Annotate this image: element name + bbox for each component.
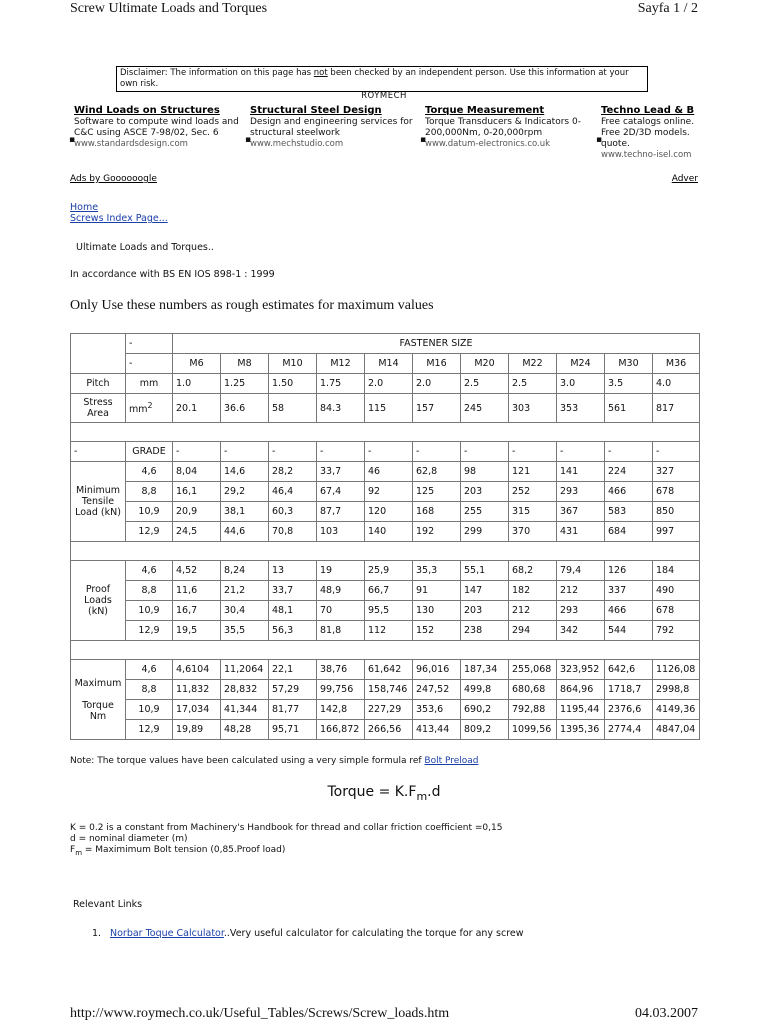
- pitch-value: 3.0: [557, 374, 605, 394]
- pitch-value: 1.0: [173, 374, 221, 394]
- proof-value: 11,6: [173, 581, 221, 601]
- torque-label-nm: Torque Nm: [82, 699, 114, 722]
- ads-by-link[interactable]: Ads by Goooooogle: [70, 174, 157, 184]
- torque-note: [70, 756, 479, 766]
- grade-cell: 4,6: [126, 561, 173, 581]
- spacer-row: [71, 423, 700, 442]
- torque-value: 792,88: [509, 700, 557, 720]
- size-header: M12: [317, 354, 365, 374]
- tensile-value: 87,7: [317, 502, 365, 522]
- stress-value: 84.3: [317, 394, 365, 423]
- stress-unit-sup: 2: [147, 400, 153, 410]
- size-header: M10: [269, 354, 317, 374]
- torque-value: 413,44: [413, 720, 461, 740]
- tensile-value: 28,2: [269, 462, 317, 482]
- proof-value: 342: [557, 621, 605, 641]
- spacer-cell: [71, 542, 700, 561]
- stress-value: 353: [557, 394, 605, 423]
- size-header: M8: [221, 354, 269, 374]
- k-definition: K = 0.2 is a constant from Machinery's Handbook for thread and collar friction coefficient =0,15: [70, 823, 503, 833]
- estimate-warning: Only Use these numbers as rough estimates for maximum values: [70, 298, 434, 313]
- proof-label: Proof Loads (kN): [71, 561, 126, 641]
- proof-value: 184: [653, 561, 700, 581]
- tensile-value: 20,9: [173, 502, 221, 522]
- grade-cell: 8,8: [126, 581, 173, 601]
- dash-cell: -: [509, 442, 557, 462]
- proof-value: 8,24: [221, 561, 269, 581]
- proof-value: 91: [413, 581, 461, 601]
- proof-value: 66,7: [365, 581, 413, 601]
- ad-block[interactable]: [245, 105, 422, 150]
- pitch-value: 2.0: [413, 374, 461, 394]
- tensile-value: 120: [365, 502, 413, 522]
- pitch-unit: mm: [126, 374, 173, 394]
- torque-value: 2774,4: [605, 720, 653, 740]
- torque-label-spacer: [74, 689, 122, 700]
- ad-block[interactable]: [596, 105, 711, 161]
- tensile-value: 315: [509, 502, 557, 522]
- tensile-value: 70,8: [269, 522, 317, 542]
- tensile-value: 203: [461, 482, 509, 502]
- size-header: M6: [173, 354, 221, 374]
- proof-value: 466: [605, 601, 653, 621]
- pitch-value: 2.5: [509, 374, 557, 394]
- fastener-size-header: FASTENER SIZE: [173, 334, 700, 354]
- relevant-link-item: [92, 928, 524, 939]
- stress-value: 58: [269, 394, 317, 423]
- proof-value: 35,5: [221, 621, 269, 641]
- proof-value: 16,7: [173, 601, 221, 621]
- ad-title[interactable]: Structural Steel Design: [250, 105, 382, 116]
- print-page-number: Sayfa 1 / 2: [637, 1, 698, 16]
- tensile-value: 997: [653, 522, 700, 542]
- ad-title[interactable]: Wind Loads on Structures: [74, 105, 220, 116]
- ad-url[interactable]: www.mechstudio.com: [250, 139, 344, 149]
- proof-value: 152: [413, 621, 461, 641]
- dash-cell: -: [71, 442, 126, 462]
- grade-cell: 12,9: [126, 720, 173, 740]
- tensile-value: 24,5: [173, 522, 221, 542]
- stress-value: 303: [509, 394, 557, 423]
- screws-index-link[interactable]: Screws Index Page...: [70, 213, 168, 224]
- size-header: M30: [605, 354, 653, 374]
- tensile-value: 8,04: [173, 462, 221, 482]
- dash-cell: -: [461, 442, 509, 462]
- proof-value: 212: [557, 581, 605, 601]
- tensile-value: 367: [557, 502, 605, 522]
- grade-cell: 12,9: [126, 522, 173, 542]
- proof-value: 33,7: [269, 581, 317, 601]
- tensile-value: 98: [461, 462, 509, 482]
- f-definition: [70, 845, 502, 859]
- stress-value: 245: [461, 394, 509, 423]
- torque-value: 2376,6: [605, 700, 653, 720]
- proof-value: 48,1: [269, 601, 317, 621]
- tensile-value: 299: [461, 522, 509, 542]
- proof-row: [71, 601, 700, 621]
- ad-url[interactable]: www.standardsdesign.com: [74, 139, 188, 149]
- ad-title[interactable]: Techno Lead & B: [601, 105, 695, 116]
- torque-value: 247,52: [413, 680, 461, 700]
- torque-value: 690,2: [461, 700, 509, 720]
- size-header: M16: [413, 354, 461, 374]
- ad-title[interactable]: Torque Measurement: [425, 105, 545, 116]
- proof-value: 147: [461, 581, 509, 601]
- proof-value: 55,1: [461, 561, 509, 581]
- stress-row: [71, 394, 700, 423]
- torque-value: 1195,44: [557, 700, 605, 720]
- stress-unit-text: mm: [129, 404, 148, 416]
- dash-cell: -: [653, 442, 700, 462]
- pitch-value: 1.75: [317, 374, 365, 394]
- size-header: M20: [461, 354, 509, 374]
- proof-value: 81,8: [317, 621, 365, 641]
- torque-value: 48,28: [221, 720, 269, 740]
- torque-value: 95,71: [269, 720, 317, 740]
- norbar-calculator-link[interactable]: Norbar Toque Calculator: [110, 928, 224, 939]
- tensile-value: 125: [413, 482, 461, 502]
- size-row: [71, 354, 700, 374]
- proof-value: 678: [653, 601, 700, 621]
- torque-value: 142,8: [317, 700, 365, 720]
- proof-value: 238: [461, 621, 509, 641]
- proof-section: [71, 561, 700, 641]
- dash-cell: -: [605, 442, 653, 462]
- spacer-row: [71, 641, 700, 660]
- torque-label-maximum: Maximum: [74, 677, 122, 689]
- dash-cell: -: [221, 442, 269, 462]
- torque-value: 227,29: [365, 700, 413, 720]
- proof-value: 126: [605, 561, 653, 581]
- size-header: M24: [557, 354, 605, 374]
- tensile-value: 168: [413, 502, 461, 522]
- proof-value: 79,4: [557, 561, 605, 581]
- item-number: 1.: [92, 928, 102, 939]
- proof-value: 212: [509, 601, 557, 621]
- ad-description: Torque Transducers & Indicators 0-200,000Nm, 0-20,000rpm: [425, 117, 581, 138]
- page-subtitle: Ultimate Loads and Torques..: [76, 242, 214, 253]
- proof-value: 70: [317, 601, 365, 621]
- torque-value: 41,344: [221, 700, 269, 720]
- torque-value: 17,034: [173, 700, 221, 720]
- torque-value: 96,016: [413, 660, 461, 680]
- tensile-value: 29,2: [221, 482, 269, 502]
- pitch-value: 2.0: [365, 374, 413, 394]
- torque-value: 2998,8: [653, 680, 700, 700]
- bullet-icon: ▪: [596, 135, 603, 145]
- tensile-value: 466: [605, 482, 653, 502]
- torque-row: [71, 700, 700, 720]
- tensile-value: 16,1: [173, 482, 221, 502]
- tensile-value: 121: [509, 462, 557, 482]
- proof-value: 56,3: [269, 621, 317, 641]
- proof-value: 35,3: [413, 561, 461, 581]
- tensile-row: [71, 522, 700, 542]
- size-header: M22: [509, 354, 557, 374]
- d-definition: d = nominal diameter (m): [70, 834, 188, 844]
- item-description: ..Very useful calculator for calculating the torque for any screw: [223, 928, 524, 939]
- ad-block[interactable]: [69, 105, 246, 150]
- tensile-value: 293: [557, 482, 605, 502]
- stress-value: 36.6: [221, 394, 269, 423]
- formula-sub: m: [416, 789, 428, 803]
- dash-cell: -: [557, 442, 605, 462]
- proof-value: 25,9: [365, 561, 413, 581]
- stress-area-label: Stress Area: [71, 394, 126, 423]
- proof-value: 203: [461, 601, 509, 621]
- stress-value: 115: [365, 394, 413, 423]
- disclaimer-text-end: been checked by an independent person. Use this information at your own risk.: [120, 68, 629, 89]
- tensile-value: 14,6: [221, 462, 269, 482]
- tensile-value: 140: [365, 522, 413, 542]
- tensile-value: 92: [365, 482, 413, 502]
- tensile-value: 60,3: [269, 502, 317, 522]
- print-header-title: Screw Ultimate Loads and Torques: [70, 1, 268, 16]
- torque-formula: [0, 784, 768, 803]
- torque-value: 19,89: [173, 720, 221, 740]
- tensile-value: 431: [557, 522, 605, 542]
- torque-value: 499,8: [461, 680, 509, 700]
- tensile-value: 255: [461, 502, 509, 522]
- proof-value: 21,2: [221, 581, 269, 601]
- pitch-value: 1.50: [269, 374, 317, 394]
- torque-value: 1126,08: [653, 660, 700, 680]
- torque-section: [71, 660, 700, 740]
- formula-main: Torque = K.F: [327, 784, 417, 800]
- torque-value: 864,96: [557, 680, 605, 700]
- size-header: M14: [365, 354, 413, 374]
- grade-cell: 10,9: [126, 601, 173, 621]
- corner-cell: [71, 334, 126, 374]
- stress-value: 561: [605, 394, 653, 423]
- dash-cell: -: [126, 334, 173, 354]
- grade-cell: 12,9: [126, 621, 173, 641]
- grade-cell: 8,8: [126, 680, 173, 700]
- torque-value: 353,6: [413, 700, 461, 720]
- grade-cell: 10,9: [126, 502, 173, 522]
- proof-value: 48,9: [317, 581, 365, 601]
- ad-description: Software to compute wind loads and C&C using ASCE 7-98/02, Sec. 6: [74, 117, 239, 138]
- bullet-icon: ▪: [245, 135, 252, 145]
- print-footer-url: http://www.roymech.co.uk/Useful_Tables/Screws/Screw_loads.htm: [70, 1006, 450, 1021]
- ad-strip: [70, 105, 700, 165]
- dash-cell: -: [269, 442, 317, 462]
- home-link[interactable]: Home: [70, 202, 99, 213]
- proof-value: 95,5: [365, 601, 413, 621]
- tensile-value: 103: [317, 522, 365, 542]
- torque-value: 166,872: [317, 720, 365, 740]
- torque-label: [71, 660, 126, 740]
- tensile-section: [71, 462, 700, 542]
- pitch-value: 2.5: [461, 374, 509, 394]
- pitch-value: 1.25: [221, 374, 269, 394]
- spacer-row: [71, 542, 700, 561]
- torque-value: 81,77: [269, 700, 317, 720]
- spacer-cell: [71, 641, 700, 660]
- bolt-preload-link[interactable]: Bolt Preload: [424, 756, 479, 766]
- tensile-value: 252: [509, 482, 557, 502]
- ad-block[interactable]: [420, 105, 597, 150]
- tensile-value: 224: [605, 462, 653, 482]
- tensile-row: [71, 462, 700, 482]
- tensile-value: 583: [605, 502, 653, 522]
- dash-cell: -: [126, 354, 173, 374]
- torque-value: 809,2: [461, 720, 509, 740]
- tensile-value: 850: [653, 502, 700, 522]
- tensile-value: 678: [653, 482, 700, 502]
- proof-value: 19: [317, 561, 365, 581]
- torque-value: 11,2064: [221, 660, 269, 680]
- torque-value: 38,76: [317, 660, 365, 680]
- spacer-cell: [71, 423, 700, 442]
- torque-value: 4847,04: [653, 720, 700, 740]
- torque-row: [71, 720, 700, 740]
- torque-row: [71, 680, 700, 700]
- size-header: M36: [653, 354, 700, 374]
- torque-value: 1718,7: [605, 680, 653, 700]
- stress-value: 157: [413, 394, 461, 423]
- torque-value: 57,29: [269, 680, 317, 700]
- stress-value: 817: [653, 394, 700, 423]
- proof-value: 68,2: [509, 561, 557, 581]
- torque-value: 187,34: [461, 660, 509, 680]
- proof-value: 19,5: [173, 621, 221, 641]
- proof-value: 490: [653, 581, 700, 601]
- dash-cell: -: [317, 442, 365, 462]
- grade-header: GRADE: [126, 442, 173, 462]
- proof-value: 792: [653, 621, 700, 641]
- tensile-value: 327: [653, 462, 700, 482]
- grade-cell: 10,9: [126, 700, 173, 720]
- torque-value: 4149,36: [653, 700, 700, 720]
- torque-value: 61,642: [365, 660, 413, 680]
- proof-value: 4,52: [173, 561, 221, 581]
- f-symbol: F: [70, 845, 76, 855]
- bullet-icon: ▪: [420, 135, 427, 145]
- tensile-value: 370: [509, 522, 557, 542]
- f-sub: m: [75, 848, 83, 857]
- site-brand: ROYMECH: [361, 91, 407, 101]
- proof-value: 30,4: [221, 601, 269, 621]
- grade-cell: 8,8: [126, 482, 173, 502]
- pitch-value: 3.5: [605, 374, 653, 394]
- tensile-label: Minimum Tensile Load (kN): [71, 462, 126, 542]
- disclaimer-box: [116, 66, 648, 92]
- proof-value: 337: [605, 581, 653, 601]
- dash-cell: -: [365, 442, 413, 462]
- pitch-row: [71, 374, 700, 394]
- formula-definitions: [70, 823, 502, 859]
- tensile-value: 141: [557, 462, 605, 482]
- tensile-value: 62,8: [413, 462, 461, 482]
- proof-row: [71, 581, 700, 601]
- torque-value: 158,746: [365, 680, 413, 700]
- torque-value: 22,1: [269, 660, 317, 680]
- grade-cell: 4,6: [126, 462, 173, 482]
- bullet-icon: ▪: [69, 135, 76, 145]
- torque-value: 11,832: [173, 680, 221, 700]
- tensile-value: 44,6: [221, 522, 269, 542]
- tensile-value: 684: [605, 522, 653, 542]
- torque-value: 266,56: [365, 720, 413, 740]
- formula-tail: .d: [427, 784, 441, 800]
- tensile-row: [71, 482, 700, 502]
- fastener-table: [70, 333, 700, 740]
- ad-description: Design and engineering services for structural steelwork: [250, 117, 413, 138]
- stress-unit: [126, 394, 173, 423]
- proof-value: 293: [557, 601, 605, 621]
- tensile-value: 192: [413, 522, 461, 542]
- dash-cell: -: [413, 442, 461, 462]
- relevant-links-heading: Relevant Links: [73, 899, 143, 910]
- torque-value: 99,756: [317, 680, 365, 700]
- torque-value: 323,952: [557, 660, 605, 680]
- proof-value: 130: [413, 601, 461, 621]
- stress-value: 20.1: [173, 394, 221, 423]
- advertise-link[interactable]: Adver: [671, 174, 698, 184]
- ad-url[interactable]: www.techno-isel.com: [601, 150, 692, 160]
- proof-value: 13: [269, 561, 317, 581]
- tensile-value: 67,4: [317, 482, 365, 502]
- tensile-value: 46,4: [269, 482, 317, 502]
- tensile-row: [71, 502, 700, 522]
- standard-reference: In accordance with BS EN IOS 898-1 : 1999: [70, 269, 275, 280]
- dash-cell: -: [173, 442, 221, 462]
- proof-row: [71, 561, 700, 581]
- ad-description: Free catalogs online. Free 2D/3D models. quote.: [601, 117, 695, 149]
- torque-value: 642,6: [605, 660, 653, 680]
- ad-url[interactable]: www.datum-electronics.co.uk: [425, 139, 551, 149]
- tensile-value: 38,1: [221, 502, 269, 522]
- torque-value: 1099,56: [509, 720, 557, 740]
- grade-cell: 4,6: [126, 660, 173, 680]
- f-text: = Maximimum Bolt tension (0,85.Proof load): [82, 845, 286, 855]
- proof-value: 544: [605, 621, 653, 641]
- disclaimer-not: not: [313, 68, 328, 78]
- tensile-value: 46: [365, 462, 413, 482]
- print-footer-date: 04.03.2007: [635, 1006, 698, 1021]
- torque-value: 28,832: [221, 680, 269, 700]
- torque-row: [71, 660, 700, 680]
- tensile-value: 33,7: [317, 462, 365, 482]
- pitch-value: 4.0: [653, 374, 700, 394]
- disclaimer-text-start: Disclaimer: The information on this page has: [120, 68, 314, 78]
- torque-value: 4,6104: [173, 660, 221, 680]
- proof-value: 182: [509, 581, 557, 601]
- torque-value: 1395,36: [557, 720, 605, 740]
- torque-value: 680,68: [509, 680, 557, 700]
- proof-row: [71, 621, 700, 641]
- grade-header-row: [71, 442, 700, 462]
- torque-value: 255,068: [509, 660, 557, 680]
- pitch-label: Pitch: [71, 374, 126, 394]
- note-text: Note: The torque values have been calculated using a very simple formula ref: [70, 756, 425, 766]
- proof-value: 112: [365, 621, 413, 641]
- proof-value: 294: [509, 621, 557, 641]
